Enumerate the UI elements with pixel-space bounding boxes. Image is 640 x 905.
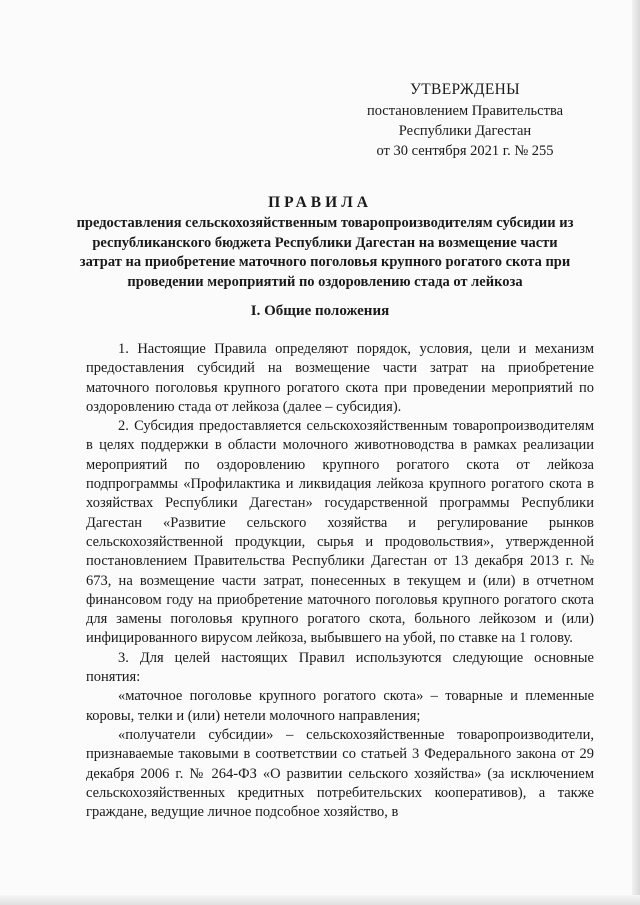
approval-line-4: от 30 сентября 2021 г. № 255 (376, 143, 554, 159)
approval-line-3: Республики Дагестан (398, 123, 532, 139)
approval-block (360, 80, 570, 161)
scan-bottom-shadow (0, 895, 640, 905)
paragraph-3: 3. Для целей настоящих Правил используются следующие основные понятия: (86, 649, 594, 686)
section-heading: I. Общие положения (250, 303, 390, 319)
paragraph-1: 1. Настоящие Правила определяют порядок, условия, цели и механизм предоставления субсидий на возмещение части затрат на приобретение маточного поголовья крупного рогатого скота при проведении мероприятий по оздоровлению стада от лейкоза (далее – субсидия). (86, 341, 594, 415)
document-title: ПРАВИЛА (268, 194, 372, 211)
document-body (86, 340, 594, 822)
definition-recipients: «получатели субсидии» – сельскохозяйственные товаропроизводители, признаваемые таковыми в соответствии со статьей 3 Федерального закона от 29 декабря 2006 г. № 264-ФЗ «О развитии сельского хозяйства» (за исключением сельскохозяйственных кредитных потребительских кооперативов), а также граждане, ведущие личное подсобное хозяйство, в (86, 726, 594, 821)
scan-edge-shadow (632, 0, 640, 905)
paragraph-2: 2. Субсидия предоставляется сельскохозяйственным товаропроизводителям в целях поддержки в области молочного животноводства в рамках реализации мероприятий по оздоровлению крупного рогатого скота от лейкоза подпрограммы «Профилактика и ликвидация лейкоза крупного рогатого скота в хозяйствах Республики Дагестан» государственной программы Республики Дагестан «Развитие сельского хозяйства и регулирование рынков сельскохозяйственной продукции, сырья и продовольствия», утвержденной постановлением Правительства Республики Дагестан от 13 декабря 2013 г. № 673, на возмещение части затрат, понесенных в текущем и (или) в отчетном финансовом году на приобретение маточного поголовья крупного рогатого скота для замены поголовья крупного рогатого скота, больного лейкозом и (или) инфицированного вирусом лейкоза, выбывшего на убой, по ставке на 1 голову. (86, 418, 594, 647)
approval-title: УТВЕРЖДЕНЫ (410, 81, 520, 98)
definition-livestock: «маточное поголовье крупного рогатого скота» – товарные и племенные коровы, телки и (или) нетели молочного направления; (86, 688, 594, 724)
document-subtitle: предоставления сельскохозяйственным товаропроизводителям субсидии из республиканского бюджета Республики Дагестан на возмещение части затрат на приобретение маточного поголовья крупного рогатого скота при проведении мероприятий по оздоровлению стада от лейкоза (76, 215, 574, 290)
approval-line-2: постановлением Правительства (366, 103, 564, 119)
